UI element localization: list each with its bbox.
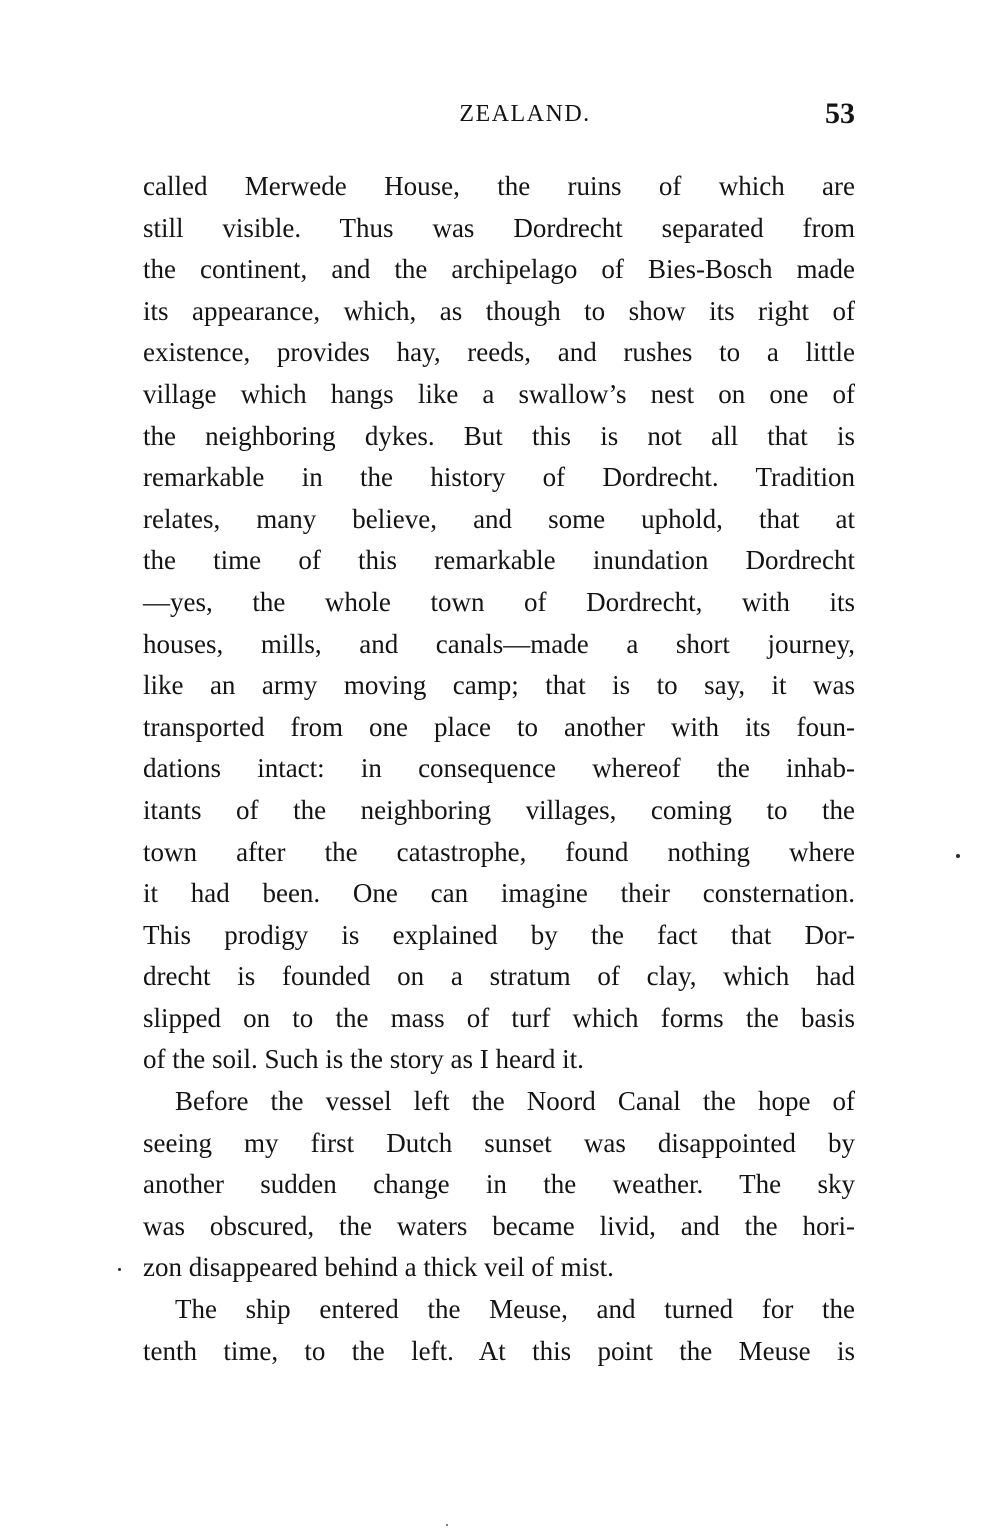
text-line: relates, many believe, and some uphold, that at <box>143 503 855 534</box>
ink-speck <box>446 1524 448 1526</box>
text-line: like an army moving camp; that is to say, it was <box>143 670 855 701</box>
text-line: transported from one place to another with its foun- <box>143 711 855 742</box>
text-line: of the soil. Such is the story as I heard it. <box>143 1044 584 1075</box>
page-number: 53 <box>825 97 855 130</box>
chapter-title: ZEALAND. <box>459 101 591 127</box>
text-line: tenth time, to the left. At this point the Meuse is <box>143 1335 855 1366</box>
text-line: the neighboring dykes. But this is not all that is <box>143 420 855 451</box>
text-line: the continent, and the archipelago of Bies-Bosch made <box>143 254 855 285</box>
text-line: houses, mills, and canals—made a short journey, <box>143 628 855 659</box>
text-line: This prodigy is explained by the fact that Dor- <box>143 919 855 950</box>
text-line: zon disappeared behind a thick veil of mist. <box>143 1252 614 1283</box>
text-line: Before the vessel left the Noord Canal the hope of <box>175 1086 855 1117</box>
text-line: it had been. One can imagine their consternation. <box>143 878 855 909</box>
running-head <box>143 94 855 134</box>
text-line: called Merwede House, the ruins of which are <box>143 171 855 201</box>
text-line: another sudden change in the weather. The sky <box>143 1169 855 1200</box>
text-line: slipped on to the mass of turf which forms the basis <box>143 1002 855 1033</box>
text-line: the time of this remarkable inundation Dordrecht <box>143 545 855 576</box>
text-line: remarkable in the history of Dordrecht. Tradition <box>143 462 855 493</box>
ink-speck <box>956 854 960 858</box>
text-line: existence, provides hay, reeds, and rushes to a little <box>143 337 855 368</box>
text-line: itants of the neighboring villages, coming to the <box>143 794 855 825</box>
text-line: seeing my first Dutch sunset was disappointed by <box>143 1127 855 1158</box>
body-text <box>143 166 855 1372</box>
text-line: dations intact: in consequence whereof the inhab- <box>143 753 855 784</box>
text-line: was obscured, the waters became livid, and the hori- <box>143 1210 855 1241</box>
text-line: still visible. Thus was Dordrecht separated from <box>143 212 855 243</box>
text-line: its appearance, which, as though to show its right of <box>143 295 855 326</box>
text-line: village which hangs like a swallow’s nest on one of <box>143 378 855 409</box>
text-line: —yes, the whole town of Dordrecht, with its <box>143 586 855 617</box>
ink-speck <box>118 1268 121 1271</box>
text-line: drecht is founded on a stratum of clay, which had <box>143 961 855 992</box>
text-line: town after the catastrophe, found nothing where <box>143 836 855 867</box>
text-line: The ship entered the Meuse, and turned for the <box>175 1294 855 1325</box>
